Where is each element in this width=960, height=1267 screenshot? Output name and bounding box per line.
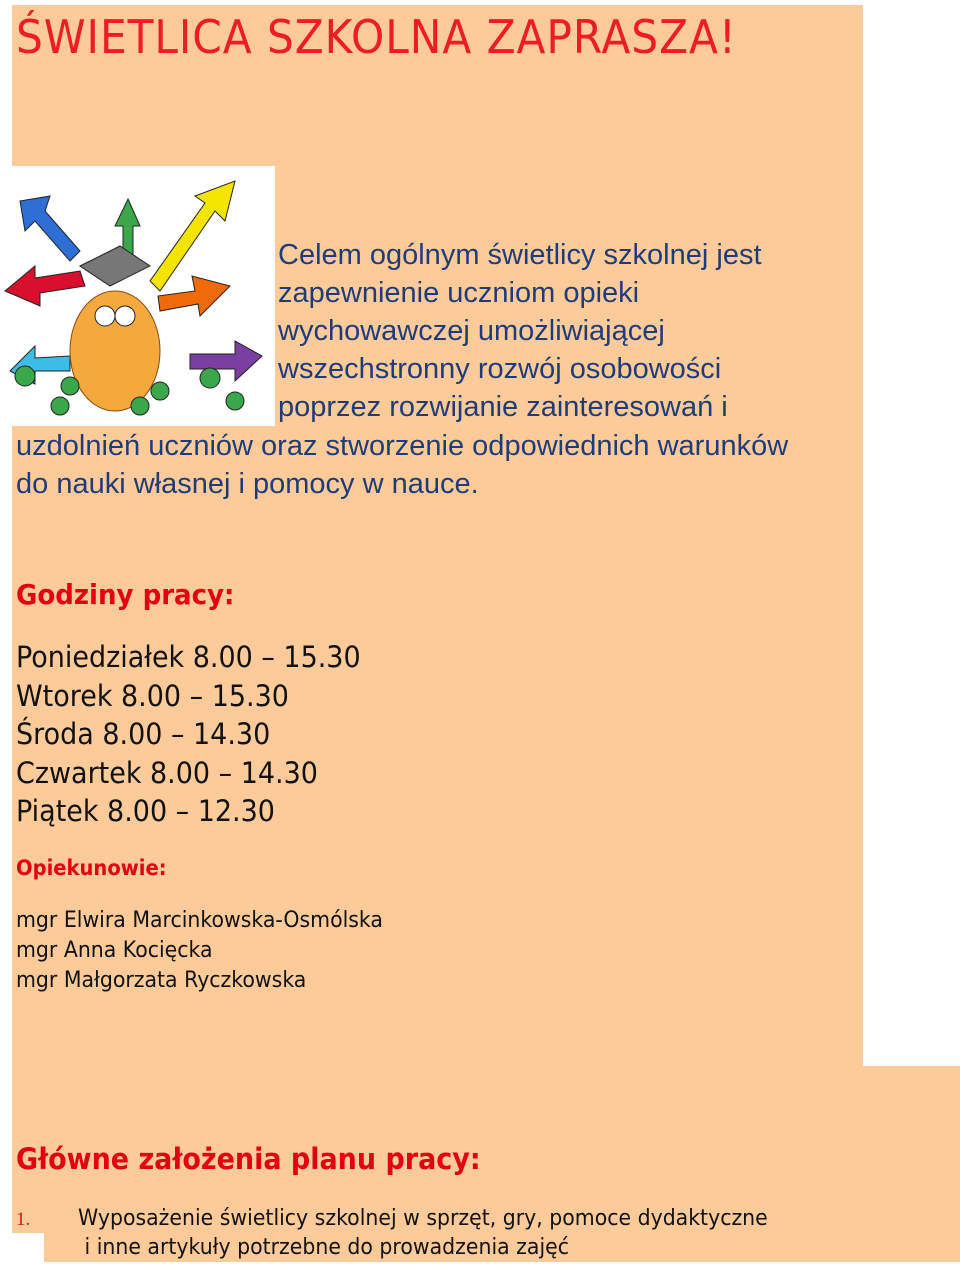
plan-item-line: i inne artykuły potrzebne do prowadzenia zajęć	[84, 1235, 569, 1260]
cat-illustration	[0, 166, 275, 426]
intro-line: zapewnienie uczniom opieki	[278, 277, 640, 309]
intro-paragraph	[278, 236, 762, 426]
plan-item-line: Wyposażenie świetlicy szkolnej w sprzęt, gry, pomoce dydaktyczne	[78, 1206, 768, 1231]
hours-row: Piątek 8.00 – 12.30	[16, 794, 275, 828]
caretakers-heading: Opiekunowie:	[16, 856, 167, 880]
page-title: ŚWIETLICA SZKOLNA ZAPRASZA!	[16, 10, 737, 64]
intro-paragraph-continued	[16, 427, 788, 503]
intro-line: uzdolnień uczniów oraz stworzenie odpowiednich warunków	[16, 430, 789, 462]
intro-line: Celem ogólnym świetlicy szkolnej jest	[278, 239, 762, 271]
caretakers-list	[16, 906, 383, 996]
plan-item-text	[78, 1204, 768, 1262]
intro-line: wszechstronny rozwój osobowości	[278, 353, 722, 385]
hours-list	[16, 638, 361, 831]
intro-line: poprzez rozwijanie zainteresowań i	[278, 391, 728, 423]
hours-row: Poniedziałek 8.00 – 15.30	[16, 640, 361, 674]
caretaker-name: mgr Małgorzata Ryczkowska	[16, 968, 307, 993]
intro-line: do nauki własnej i pomocy w nauce.	[16, 468, 479, 500]
hours-row: Środa 8.00 – 14.30	[16, 717, 271, 751]
hours-row: Czwartek 8.00 – 14.30	[16, 755, 318, 790]
intro-line: wychowawczej umożliwiającej	[278, 315, 665, 347]
caretaker-name: mgr Elwira Marcinkowska-Osmólska	[16, 908, 383, 933]
hours-heading: Godziny pracy:	[16, 578, 235, 611]
caretaker-name: mgr Anna Kocięcka	[16, 938, 213, 963]
plan-item-number: 1.	[16, 1209, 31, 1230]
hours-row: Wtorek 8.00 – 15.30	[16, 678, 289, 713]
plan-heading: Główne założenia planu pracy:	[16, 1142, 481, 1176]
